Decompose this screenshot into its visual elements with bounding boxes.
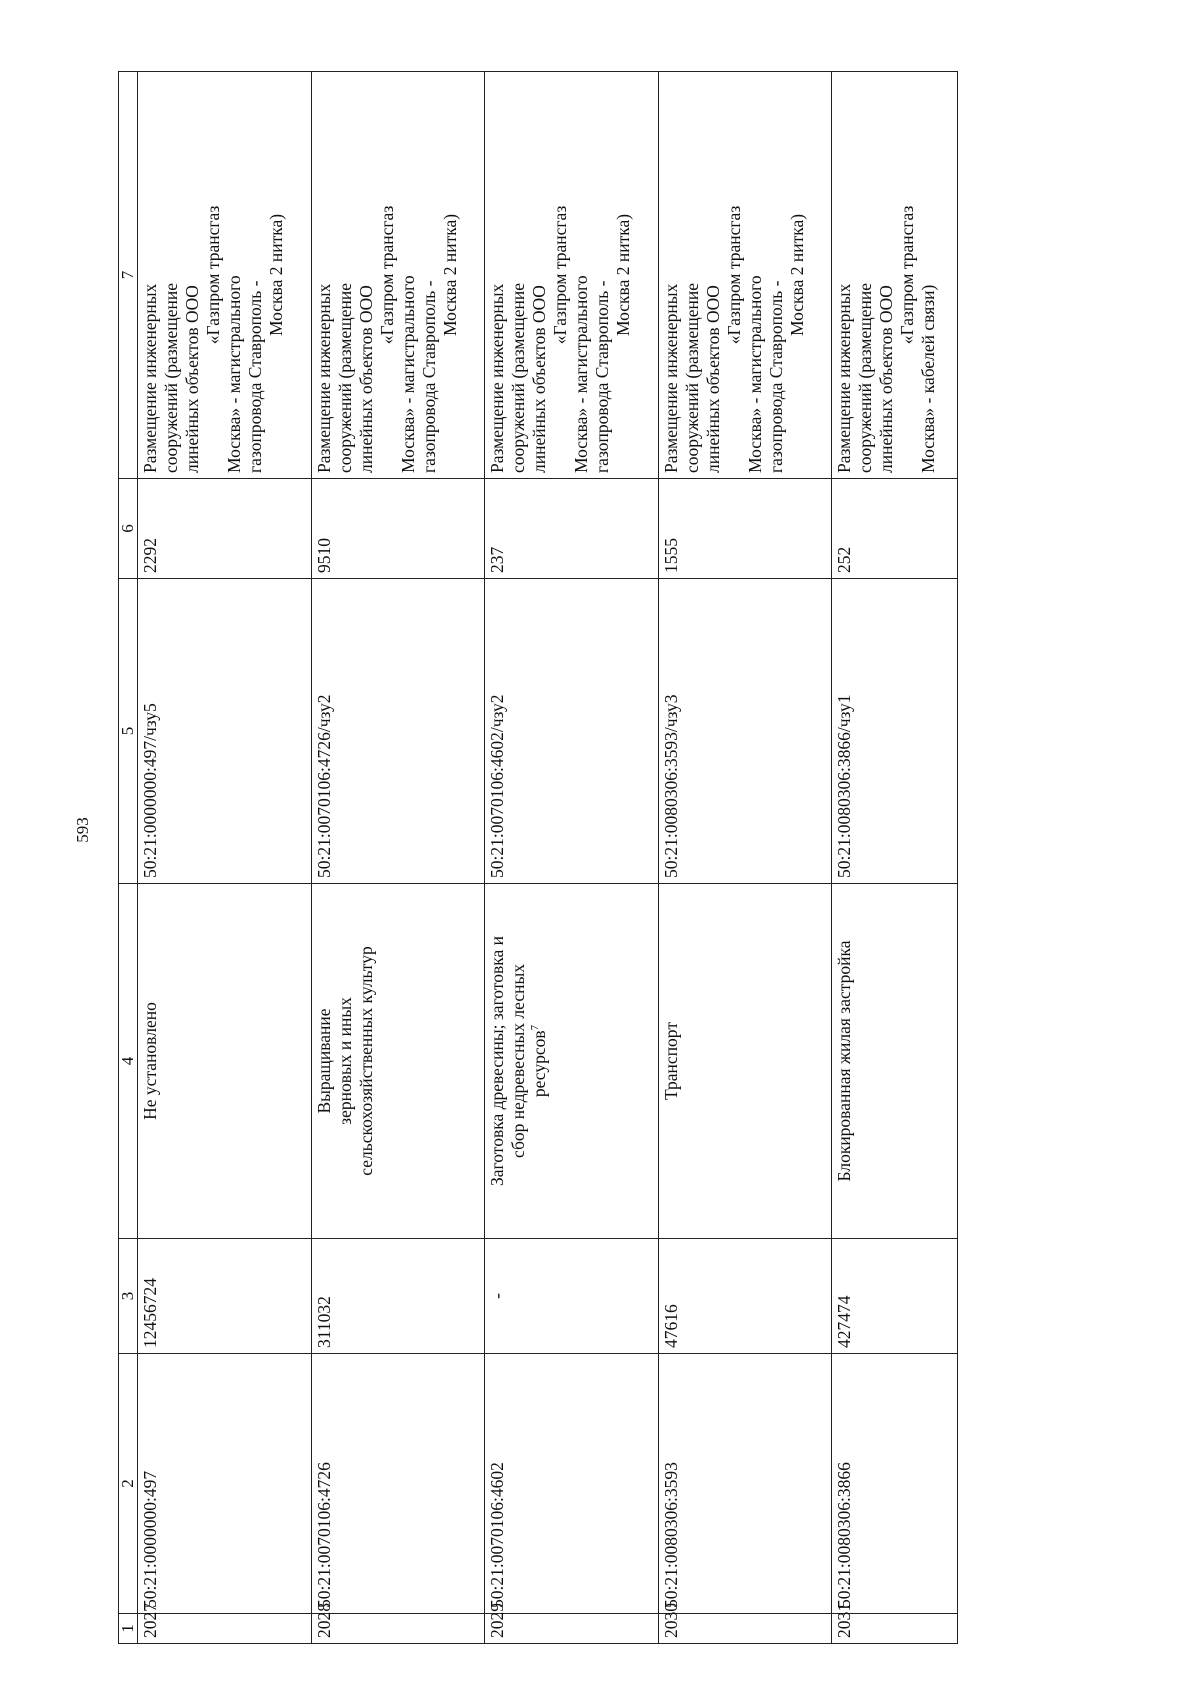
plot-part-number: 50:21:0070106:4726/чзу2 — [311, 579, 485, 884]
purpose-line: «Газпром трансгаз — [550, 205, 571, 345]
purpose-line: Москва» - кабелей связи) — [918, 284, 939, 473]
cadastral-number: 50:21:0080306:3593 — [658, 1354, 832, 1614]
row-number: 2030 — [658, 1614, 832, 1644]
plot-part-number: 50:21:0000000:497/чзу5 — [138, 579, 312, 884]
purpose-line: газопровода Ставрополь - — [418, 280, 439, 473]
plot-part-area: 1555 — [658, 479, 832, 579]
purpose-line: Размещение инженерных — [834, 283, 855, 473]
purpose-line: линейных объектов ООО — [355, 285, 376, 473]
column-number: 4 — [119, 884, 138, 1239]
plot-part-number: 50:21:0070106:4602/чзу2 — [485, 579, 659, 884]
purpose-line: Москва» - магистрального — [397, 275, 418, 473]
plot-area: - — [485, 1239, 659, 1354]
purpose-line: линейных объектов ООО — [876, 285, 897, 473]
permitted-use-line: Выращивание — [313, 1008, 334, 1114]
permitted-use — [311, 884, 485, 1239]
column-number: 1 — [119, 1614, 138, 1644]
cadastral-number: 50:21:0000000:497 — [138, 1354, 312, 1614]
table-row — [138, 72, 312, 1644]
purpose — [485, 72, 659, 479]
purpose-line: газопровода Ставрополь - — [592, 280, 613, 473]
plot-area: 311032 — [311, 1239, 485, 1354]
permitted-use — [485, 884, 659, 1239]
purpose-line: сооружений (размещение — [681, 283, 702, 473]
purpose-line: Москва 2 нитка) — [786, 213, 807, 337]
plot-part-area: 252 — [832, 479, 958, 579]
purpose-line: «Газпром трансгаз — [897, 205, 918, 345]
purpose-line: «Газпром трансгаз — [376, 205, 397, 345]
column-number: 6 — [119, 479, 138, 579]
permitted-use: Не установлено — [138, 884, 312, 1239]
plot-part-area: 237 — [485, 479, 659, 579]
row-number: 2029 — [485, 1614, 659, 1644]
column-number: 5 — [119, 579, 138, 884]
permitted-use-line: сельскохозяйственных культур — [355, 946, 376, 1176]
purpose-line: сооружений (размещение — [508, 283, 529, 473]
plot-part-number: 50:21:0080306:3866/чзу1 — [832, 579, 958, 884]
row-number: 2027 — [138, 1614, 312, 1644]
table-row — [485, 72, 659, 1644]
purpose — [832, 72, 958, 479]
purpose-line: Размещение инженерных — [140, 283, 160, 473]
purpose — [138, 72, 312, 479]
cadastral-number: 50:21:0080306:3866 — [832, 1354, 958, 1614]
cadastral-number: 50:21:0070106:4726 — [311, 1354, 485, 1614]
footnote-mark: 7 — [529, 1024, 542, 1031]
purpose-line: Размещение инженерных — [313, 283, 334, 473]
purpose-line: «Газпром трансгаз — [723, 205, 744, 345]
purpose-line: Размещение инженерных — [660, 283, 681, 473]
purpose-line: газопровода Ставрополь - — [245, 280, 265, 473]
purpose — [311, 72, 485, 479]
row-number: 2028 — [311, 1614, 485, 1644]
purpose-line: газопровода Ставрополь - — [765, 280, 786, 473]
purpose-line: линейных объектов ООО — [529, 285, 550, 473]
permitted-use-line: ресурсов — [529, 1030, 550, 1098]
purpose-line: Москва 2 нитка) — [266, 213, 286, 337]
plot-part-area: 2292 — [138, 479, 312, 579]
cadastral-number: 50:21:0070106:4602 — [485, 1354, 659, 1614]
column-number-row — [119, 72, 138, 1644]
purpose — [658, 72, 832, 479]
page-number: 593 — [73, 817, 92, 843]
plot-part-area: 9510 — [311, 479, 485, 579]
column-number: 7 — [119, 72, 138, 479]
land-plots-table-wrapper — [118, 72, 958, 1644]
table-row — [311, 72, 485, 1644]
row-number: 2031 — [832, 1614, 958, 1644]
purpose-line: Москва 2 нитка) — [613, 213, 634, 337]
table-row — [832, 72, 958, 1644]
purpose-line: Москва» - магистрального — [571, 275, 592, 473]
purpose-line: «Газпром трансгаз — [203, 205, 223, 345]
column-number: 3 — [119, 1239, 138, 1354]
purpose-line: линейных объектов ООО — [182, 285, 202, 473]
purpose-line: Москва» - магистрального — [224, 275, 244, 473]
purpose-line: сооружений (размещение — [161, 283, 181, 473]
purpose-line: Москва» - магистрального — [744, 275, 765, 473]
purpose-line: сооружений (размещение — [334, 283, 355, 473]
plot-part-number: 50:21:0080306:3593/чзу3 — [658, 579, 832, 884]
permitted-use-line: Заготовка древесины; заготовка и — [487, 936, 508, 1186]
purpose-line: линейных объектов ООО — [702, 285, 723, 473]
purpose-line: Размещение инженерных — [487, 283, 508, 473]
plot-area: 427474 — [832, 1239, 958, 1354]
permitted-use-line: зерновых и иных — [334, 997, 355, 1125]
permitted-use-line: сбор недревесных лесных — [508, 963, 529, 1159]
land-plots-table — [118, 71, 958, 1644]
table-row — [658, 72, 832, 1644]
permitted-use: Транспорт — [658, 884, 832, 1239]
purpose-line: сооружений (размещение — [855, 283, 876, 473]
permitted-use: Блокированная жилая застройка — [832, 884, 958, 1239]
purpose-line: Москва 2 нитка) — [439, 213, 460, 337]
plot-area: 12456724 — [138, 1239, 312, 1354]
column-number: 2 — [119, 1354, 138, 1614]
plot-area: 47616 — [658, 1239, 832, 1354]
